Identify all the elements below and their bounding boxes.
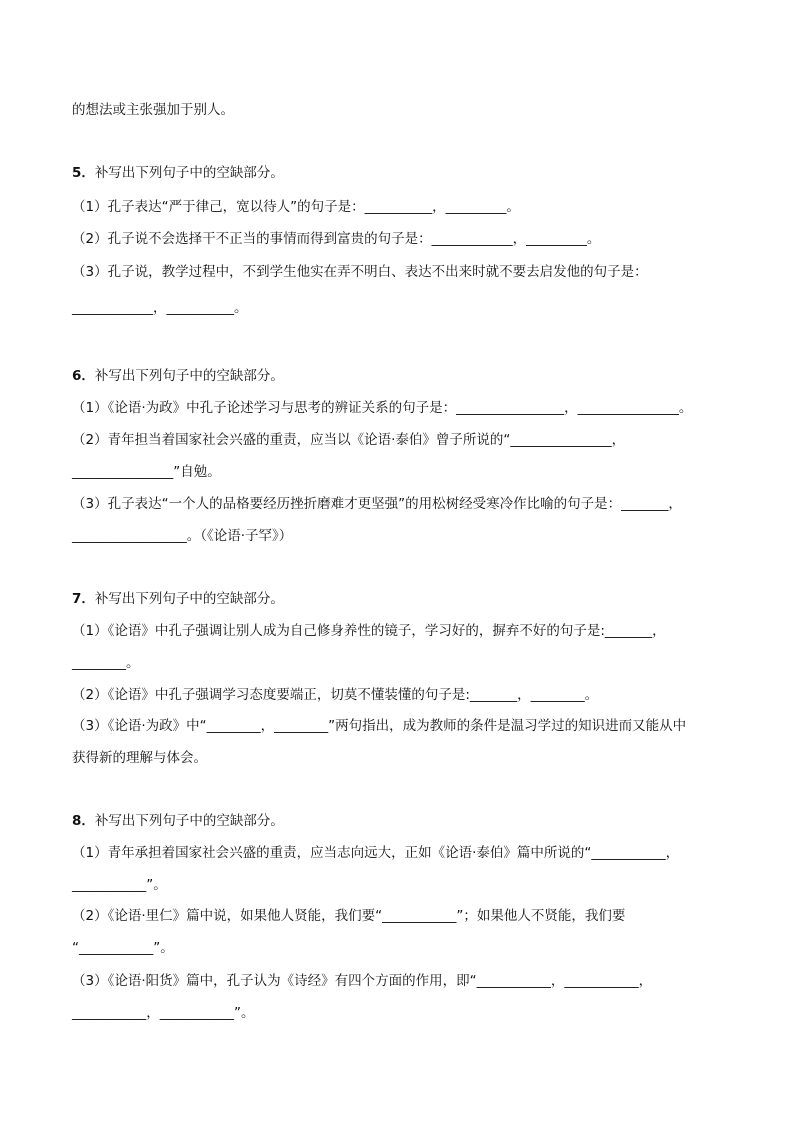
q5-heading (72, 163, 284, 183)
q6-sub2-line2: _______________”自勉。 (72, 464, 221, 480)
q8-heading (72, 811, 284, 831)
q8-title: 补写出下列句子中的空缺部分。 (94, 813, 284, 829)
q5-sub3-line1: （3）孔子说，教学过程中，不到学生他实在弄不明白、表达不出来时就不要去启发他的句子是： (72, 264, 648, 280)
q5-title: 补写出下列句子中的空缺部分。 (94, 165, 284, 181)
q8-sub1-line2: ___________”。 (72, 877, 167, 893)
q7-sub1-line2: ________。 (72, 655, 140, 671)
q7-number: 7． (72, 591, 95, 607)
q7-heading (72, 589, 284, 609)
q7-sub2: （2）《论语》中孔子强调学习态度要端正，切莫不懂装懂的句子是:_______，________。 (72, 687, 599, 703)
q7-sub1-line1: （1）《论语》中孔子强调让别人成为自己修身养性的镜子，学习好的，摒弃不好的句子是:_______， (72, 623, 666, 639)
q7-sub3-line1: （3）《论语·为政》中“________，________”两句指出，成为教师的条件是温习学过的知识进而又能从中 (72, 718, 687, 734)
q6-number: 6． (72, 368, 95, 384)
q5-sub2: （2）孔子说不会选择干不正当的事情而得到富贵的句子是：____________，_________。 (72, 231, 601, 247)
q8-sub3-line2: ___________，___________”。 (72, 1005, 255, 1021)
q5-number: 5． (72, 165, 95, 181)
q8-number: 8． (72, 813, 95, 829)
q6-sub3-line1: （3）孔子表达“一个人的品格要经历挫折磨难才更坚强”的用松树经受寒冷作比喻的句子是：_______， (72, 496, 682, 512)
q8-sub2-line1: （2）《论语·里仁》篇中说，如果他人贤能，我们要“___________”；如果他人不贤能，我们要 (72, 908, 626, 924)
q6-sub3-line2: _________________。（《论语·子罕》） (72, 528, 293, 544)
q8-sub3-line1: （3）《论语·阳货》篇中，孔子认为《诗经》有四个方面的作用，即“___________，___________， (72, 973, 653, 989)
q5-sub1: （1）孔子表达“严于律己，宽以待人”的句子是：__________，_________。 (72, 199, 520, 215)
q8-sub2-line2: “___________”。 (72, 940, 174, 956)
q6-title: 补写出下列句子中的空缺部分。 (94, 368, 284, 384)
q5-sub3-line2: ____________，__________。 (72, 300, 248, 316)
continuation-text: 的想法或主张强加于别人。 (72, 102, 234, 118)
q7-title: 补写出下列句子中的空缺部分。 (94, 591, 284, 607)
q6-heading (72, 366, 284, 386)
q6-sub1: （1）《论语·为政》中孔子论述学习与思考的辨证关系的句子是：________________，_______________。 (72, 400, 693, 416)
q7-sub3-line2: 获得新的理解与体会。 (72, 750, 207, 766)
q8-sub1-line1: （1）青年承担着国家社会兴盛的重责，应当志向远大，正如《论语·泰伯》篇中所说的“___________， (72, 845, 680, 861)
q6-sub2-line1: （2）青年担当着国家社会兴盛的重责，应当以《论语·泰伯》曾子所说的“_______________， (72, 432, 626, 448)
